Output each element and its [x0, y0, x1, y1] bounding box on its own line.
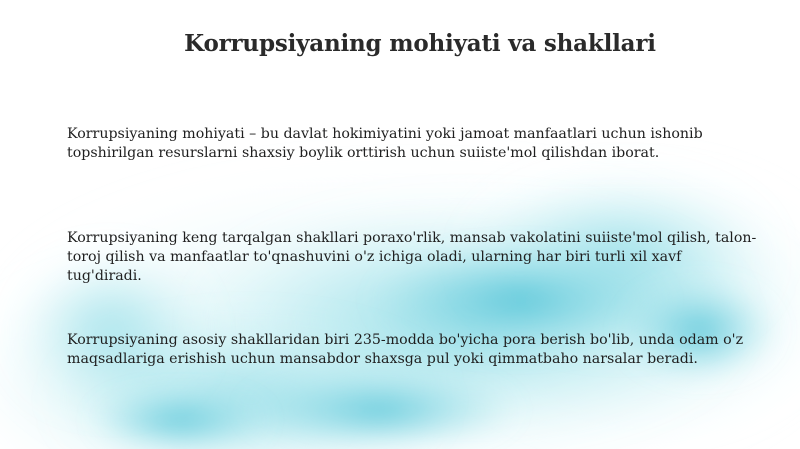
slide-title: Korrupsiyaning mohiyati va shakllari [184, 30, 656, 57]
paragraph-common-forms: Korrupsiyaning keng tarqalgan shakllari poraxo'rlik, mansab vakolatini suiiste'mol qilish, talon-toroj qilish va manfaatlar to'qnashuvini o'z ichiga oladi, ularning har biri turli xil xavf tug'diradi. [67, 230, 757, 284]
paragraph-bribery-article: Korrupsiyaning asosiy shakllaridan biri 235-modda bo'yicha pora berish bo'lib, unda odam o'z maqsadlariga erishish uchun mansabdor shaxsga pul yoki qimmatbaho narsalar beradi. [67, 332, 744, 367]
paragraph-essence: Korrupsiyaning mohiyati – bu davlat hokimiyatini yoki jamoat manfaatlari uchun ishonib topshirilgan resurslarni shaxsiy boylik orttirish uchun suiiste'mol qilishdan iborat. [67, 126, 703, 161]
